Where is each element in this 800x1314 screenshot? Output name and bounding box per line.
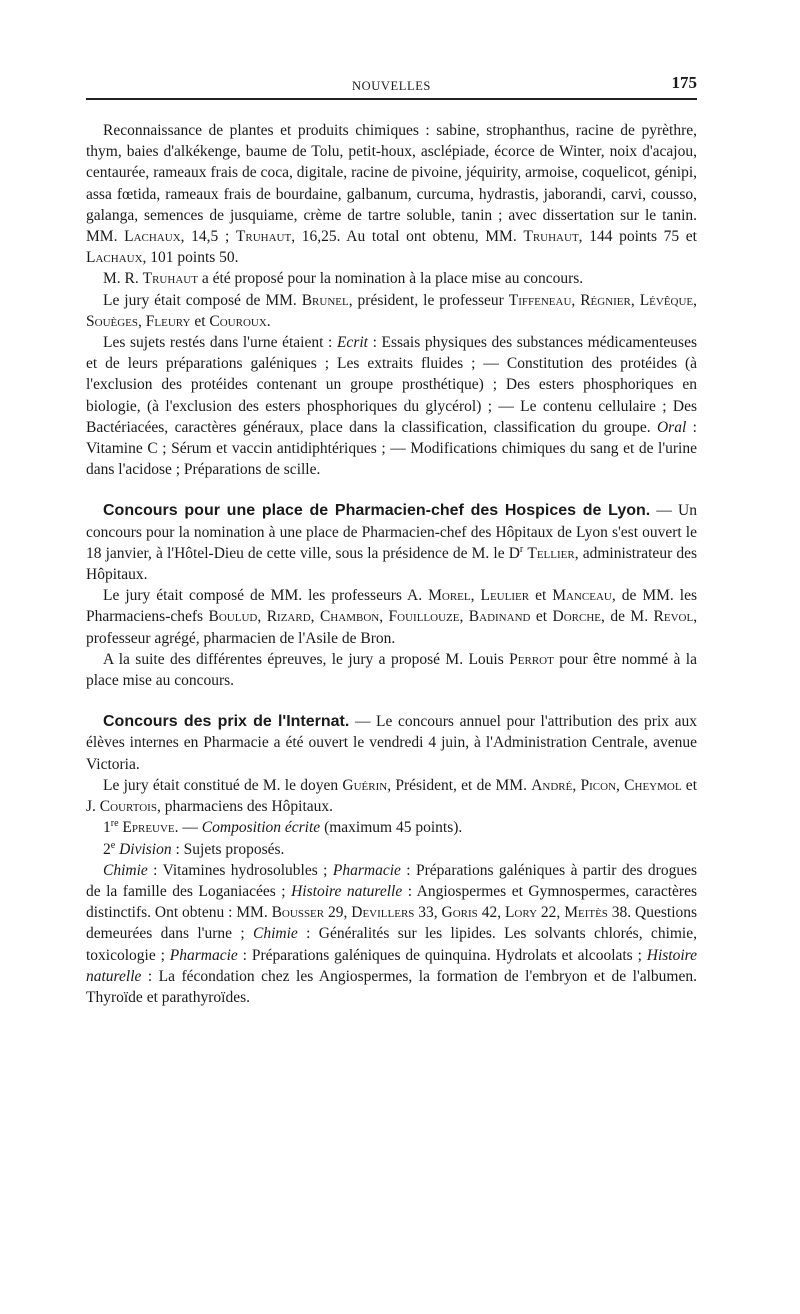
text-run: , pharmaciens des Hôpitaux. xyxy=(156,798,334,816)
text-run: , 14,5 ; xyxy=(180,228,236,246)
text-run: Dorche xyxy=(552,608,602,626)
text-run: Goris xyxy=(441,904,478,922)
text-run: , de M. xyxy=(601,608,654,626)
page-number: 175 xyxy=(671,73,697,92)
text-run: Fouillouze xyxy=(388,608,460,626)
paragraph xyxy=(86,839,697,860)
text-run: 1 xyxy=(103,819,111,837)
text-run: , xyxy=(470,587,481,605)
paragraph xyxy=(86,332,697,480)
paragraph xyxy=(86,585,697,649)
text-run: , 16,25. Au total ont obtenu, MM. xyxy=(291,228,524,246)
text-run: Badinand xyxy=(468,608,531,626)
text-run: Morel xyxy=(428,587,471,605)
text-run: Cheymol xyxy=(624,776,682,794)
text-run: Lachaux xyxy=(86,249,143,267)
text-run: Couroux xyxy=(209,312,267,330)
text-run: et xyxy=(190,312,210,330)
text-run: , xyxy=(379,608,389,626)
text-run: Lory xyxy=(504,904,538,922)
text-run: Manceau xyxy=(552,587,612,605)
text-run: Fleury xyxy=(145,312,191,330)
text-run: — Le concours annuel pour l'attribution des prix aux élèves internes en Pharmacie a été ouvert le vendredi 4 juin, à l'Administration Centrale, avenue Victoria. xyxy=(86,713,698,773)
text-run: Lévêque xyxy=(639,291,694,309)
section-pharmacien-chef xyxy=(86,500,697,691)
header-rule xyxy=(86,98,697,100)
text-run: Perrot xyxy=(509,650,554,668)
text-run: Devillers xyxy=(351,904,415,922)
paragraph xyxy=(86,649,697,691)
text-run: — Un concours pour la nomination à une place de Pharmacien-chef des Hôpitaux de Lyon s'est ouvert le 18 janvier, à l'Hôtel-Dieu de cette ville, sous la présidence de M. le D xyxy=(86,502,697,562)
text-run: : Préparations galéniques à partir des drogues de la famille des Loganiacées ; xyxy=(86,861,697,900)
text-run: , xyxy=(616,776,625,794)
text-run: : Vitamine C ; Sérum et vaccin antidiphtériques ; — Modifications chimiques du sang et de l'urine dans l'acidose ; Préparations de scille. xyxy=(86,418,697,479)
text-run: Souèges xyxy=(86,312,139,330)
text-run: Pharmacie xyxy=(169,946,238,964)
text-run: Rizard xyxy=(266,608,311,626)
text-run: Courtois xyxy=(99,798,157,816)
text-run: a été proposé pour la nomination à la place mise au concours. xyxy=(197,270,584,288)
paragraph xyxy=(86,860,697,1008)
text-run: , Président, et de MM. xyxy=(387,776,532,794)
text-run: : Généralités sur les lipides. Les solvants chlorés, chimie, toxicologie ; xyxy=(86,925,697,964)
paragraph xyxy=(86,120,697,268)
text-run: 42, xyxy=(477,904,505,922)
text-run: , xyxy=(571,291,581,309)
text-run: et xyxy=(530,608,553,626)
paragraph xyxy=(86,268,697,289)
text-run: Chambon xyxy=(319,608,380,626)
text-run: Le jury était composé de MM. les professeurs A. xyxy=(103,587,429,605)
text-run: . xyxy=(266,312,271,330)
text-run: 29, xyxy=(324,904,352,922)
text-run: pour être nommé à la place mise au concours. xyxy=(86,650,697,690)
text-run: : Préparations galéniques de quinquina. Hydrolats et alcoolats ; xyxy=(237,946,647,964)
paragraph xyxy=(86,711,697,775)
text-run: Régnier xyxy=(580,291,631,309)
text-run: Chimie xyxy=(253,925,298,943)
text-run: Tiffeneau xyxy=(508,291,572,309)
text-run: Truhaut xyxy=(142,270,198,288)
section-heading: Concours des prix de l'Internat. xyxy=(103,713,350,731)
text-run: r xyxy=(519,543,524,555)
text-run: : Sujets proposés. xyxy=(171,840,285,858)
text-run: , professeur agrégé, pharmacien de l'Asile de Bron. xyxy=(86,608,698,647)
text-run: . — xyxy=(174,819,202,837)
text-run: Revol xyxy=(653,608,694,626)
text-run: re xyxy=(110,818,119,830)
text-run: Reconnaissance de plantes et produits chimiques : sabine, strophanthus, racine de pyrèthre, thym, baies d'alkékenge, baume de Tolu, petit-houx, asclépiade, écorce de Winter, noix d'acajou, centaurée, rameaux frais de coca, digitale, racine de pivoine, jéquirity, armoise, coquelicot, génipi, assa fœtida, rameaux frais de bourdaine, galbanum, curcuma, hydrastis, jaborandi, carvi, cousso, galanga, semences de jusquiame, crème de tartre soluble, tanin ; avec dissertation sur le tanin. MM. xyxy=(86,122,697,246)
paragraph xyxy=(86,817,697,838)
text-run: et J. xyxy=(86,776,697,816)
text-run: , président, le professeur xyxy=(348,291,509,309)
text-run: 33, xyxy=(414,904,442,922)
text-run: Le jury était composé de MM. xyxy=(103,291,302,309)
text-run: , xyxy=(310,608,320,626)
text-run: : La fécondation chez les Angiospermes, la formation de l'embryon et de l'albumen. Thyroïde et parathyroïdes. xyxy=(86,967,697,1006)
text-run: , xyxy=(693,291,698,309)
text-run: Picon xyxy=(580,776,617,794)
text-run: (maximum 45 points). xyxy=(320,819,463,837)
text-run: , 101 points 50. xyxy=(142,249,239,267)
text-run: Bousser xyxy=(271,904,325,922)
text-run: , xyxy=(572,776,581,794)
text-run: 22, xyxy=(537,904,565,922)
text-run: M. R. xyxy=(103,270,143,288)
text-run: , xyxy=(630,291,640,309)
text-run: Histoire naturelle xyxy=(291,882,403,900)
text-run: et xyxy=(529,587,553,605)
text-run: , administrateur des Hôpitaux. xyxy=(86,544,697,584)
text-run: Les sujets restés dans l'urne étaient : xyxy=(103,334,337,352)
text-run: , 144 points 75 et xyxy=(578,228,697,246)
text-run: Pharmacie xyxy=(332,861,401,879)
text-run: Meitès xyxy=(564,904,608,922)
text-run: Guérin xyxy=(342,776,388,794)
text-run: , xyxy=(138,312,146,330)
text-run: Epreuve xyxy=(122,819,175,837)
document-page xyxy=(86,74,697,1008)
section-prix-internat xyxy=(86,711,697,1008)
text-run: : Essais physiques des substances médicamenteuses et de leurs préparations galéniques ; Les extraits fluides ; — Constitution des protéides (à l'exclusion des protéides contenant un groupe prosthétique) ; Des esters phosphoriques en biologie, (à l'exclusion des esters phosphoriques du glycérol) ; — Le contenu cellulaire ; Des Bactériacées, caractères généraux, place dans la classification, classification du groupe. xyxy=(86,334,697,436)
text-run: Tellier xyxy=(527,544,575,562)
text-run: Composition écrite xyxy=(201,819,321,837)
text-run: Chimie xyxy=(103,861,148,879)
text-run: , xyxy=(257,608,267,626)
text-run: A la suite des différentes épreuves, le jury a proposé M. Louis xyxy=(103,650,510,668)
text-run: Oral xyxy=(656,418,687,436)
text-run: 38. Questions demeurées dans l'urne ; xyxy=(86,904,698,943)
section-title: NOUVELLES xyxy=(351,79,431,93)
text-run: , de MM. les Pharmaciens-chefs xyxy=(86,587,698,626)
text-run: Division xyxy=(119,840,172,858)
text-run: e xyxy=(110,839,116,851)
text-run: 2 xyxy=(103,840,111,858)
paragraph xyxy=(86,500,697,585)
paragraph xyxy=(86,775,697,817)
text-run: Truhaut xyxy=(523,228,579,246)
text-run: : Vitamines hydrosolubles ; xyxy=(147,861,333,879)
text-run: , xyxy=(459,608,469,626)
text-run: Histoire naturelle xyxy=(86,946,697,985)
text-run: Ecrit xyxy=(336,334,368,352)
section-heading: Concours pour une place de Pharmacien-chef des Hospices de Lyon. xyxy=(103,502,651,520)
text-run: Lachaux xyxy=(124,228,181,246)
paragraph xyxy=(86,290,697,332)
text-run: Boulud xyxy=(208,608,258,626)
text-run: : Angiospermes et Gymnospermes, caractères distinctifs. Ont obtenu : MM. xyxy=(86,882,697,922)
text-run: Truhaut xyxy=(235,228,292,246)
text-run: Leulier xyxy=(480,587,530,605)
text-run: Le jury était constitué de M. le doyen xyxy=(103,776,343,794)
text-run: Brunel xyxy=(301,291,349,309)
running-header xyxy=(86,74,697,96)
text-run: André xyxy=(531,776,573,794)
